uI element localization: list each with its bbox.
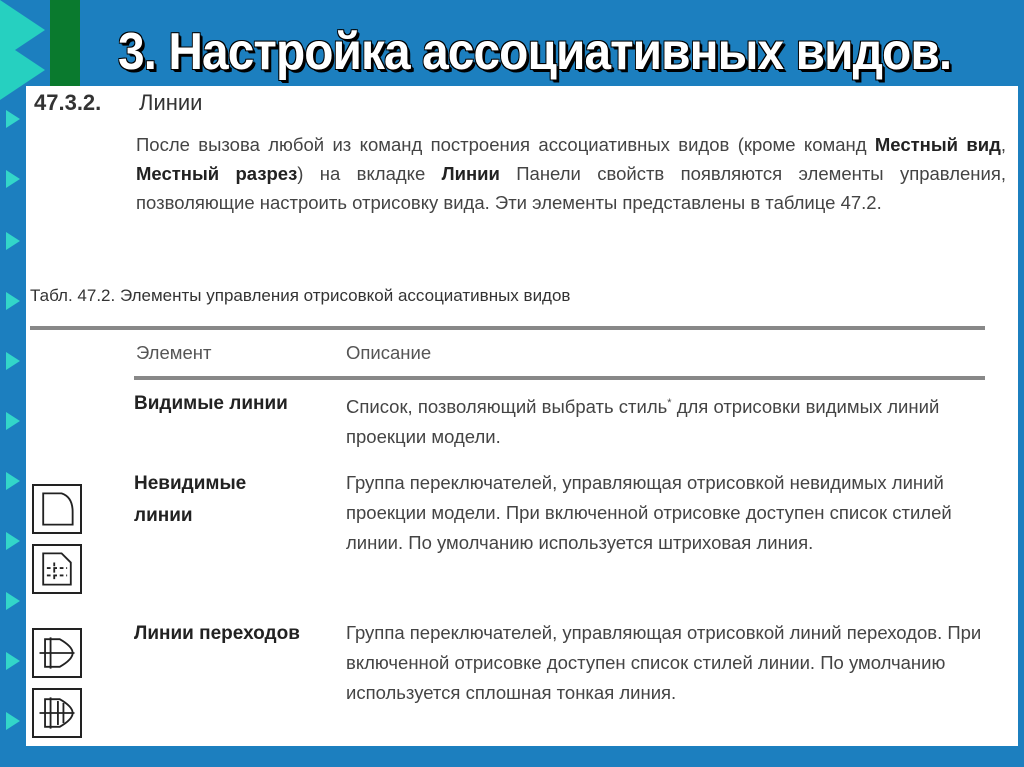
- footnote-mark: *: [667, 397, 672, 409]
- paragraph-text: Панели свойств появляются элементы управления, позволяющие настроить отрисовку вида. Эти элементы представлены в таблице 47.2.: [136, 163, 1006, 213]
- triangle-decoration: [6, 412, 20, 430]
- paragraph-text: После вызова любой из команд построения ассоциативных видов (кроме команд: [136, 134, 875, 155]
- table-row-term: Линии переходов: [134, 623, 300, 644]
- table-row-description: Группа переключателей, управляющая отрисовкой невидимых линий проекции модели. При включенной отрисовке доступен список стилей линии. По умолчанию используется штриховая линия.: [346, 472, 952, 553]
- triangle-decoration: [6, 532, 20, 550]
- visible-contour-icon[interactable]: [32, 484, 82, 534]
- description-text: Список, позволяющий выбрать стиль: [346, 396, 668, 418]
- table-row-term: Видимые линии: [134, 393, 288, 414]
- hidden-lines-icon[interactable]: [32, 544, 82, 594]
- table-header-description: Описание: [346, 342, 432, 363]
- table-top-rule: [30, 326, 985, 330]
- section-title: Линии: [139, 90, 203, 115]
- triangle-decoration: [6, 232, 20, 250]
- paragraph-text: ) на вкладке: [297, 163, 442, 184]
- description-text: для отрисовки видимых линий проекции модели.: [346, 396, 940, 448]
- slide-title: 3. Настройка ассоциативных видов.: [118, 23, 952, 81]
- paragraph-bold: Местный разрез: [136, 163, 298, 184]
- section-number: 47.3.2.: [34, 90, 102, 115]
- table-row-description: Группа переключателей, управляющая отрисовкой линий переходов. При включенной отрисовке доступен список стилей линии. По умолчанию используется сплошная тонкая линия.: [346, 622, 982, 703]
- paragraph-bold: Местный вид: [874, 134, 1001, 155]
- triangle-decoration: [6, 292, 20, 310]
- paragraph-bold: Линии: [441, 163, 500, 184]
- section-heading: [34, 90, 202, 116]
- triangle-decoration: [6, 472, 20, 490]
- table-header-rule: [134, 376, 985, 380]
- triangle-decoration: [6, 712, 20, 730]
- triangle-decoration: [6, 592, 20, 610]
- paragraph-text: ,: [1000, 134, 1006, 155]
- green-accent-bar: [50, 0, 80, 88]
- triangle-decoration: [6, 352, 20, 370]
- transition-lines-off-icon[interactable]: [32, 628, 82, 678]
- table-caption: Табл. 47.2. Элементы управления отрисовкой ассоциативных видов: [30, 286, 571, 305]
- triangle-decoration: [6, 170, 20, 188]
- transition-lines-on-icon[interactable]: [32, 688, 82, 738]
- triangle-decoration: [6, 652, 20, 670]
- table-row-term: Невидимые линии: [134, 473, 247, 526]
- intro-paragraph: [136, 130, 1006, 217]
- scanned-page: [26, 86, 1018, 746]
- table-row-description: [346, 388, 986, 452]
- triangle-decoration: [6, 110, 20, 128]
- table-header-element: Элемент: [136, 342, 212, 363]
